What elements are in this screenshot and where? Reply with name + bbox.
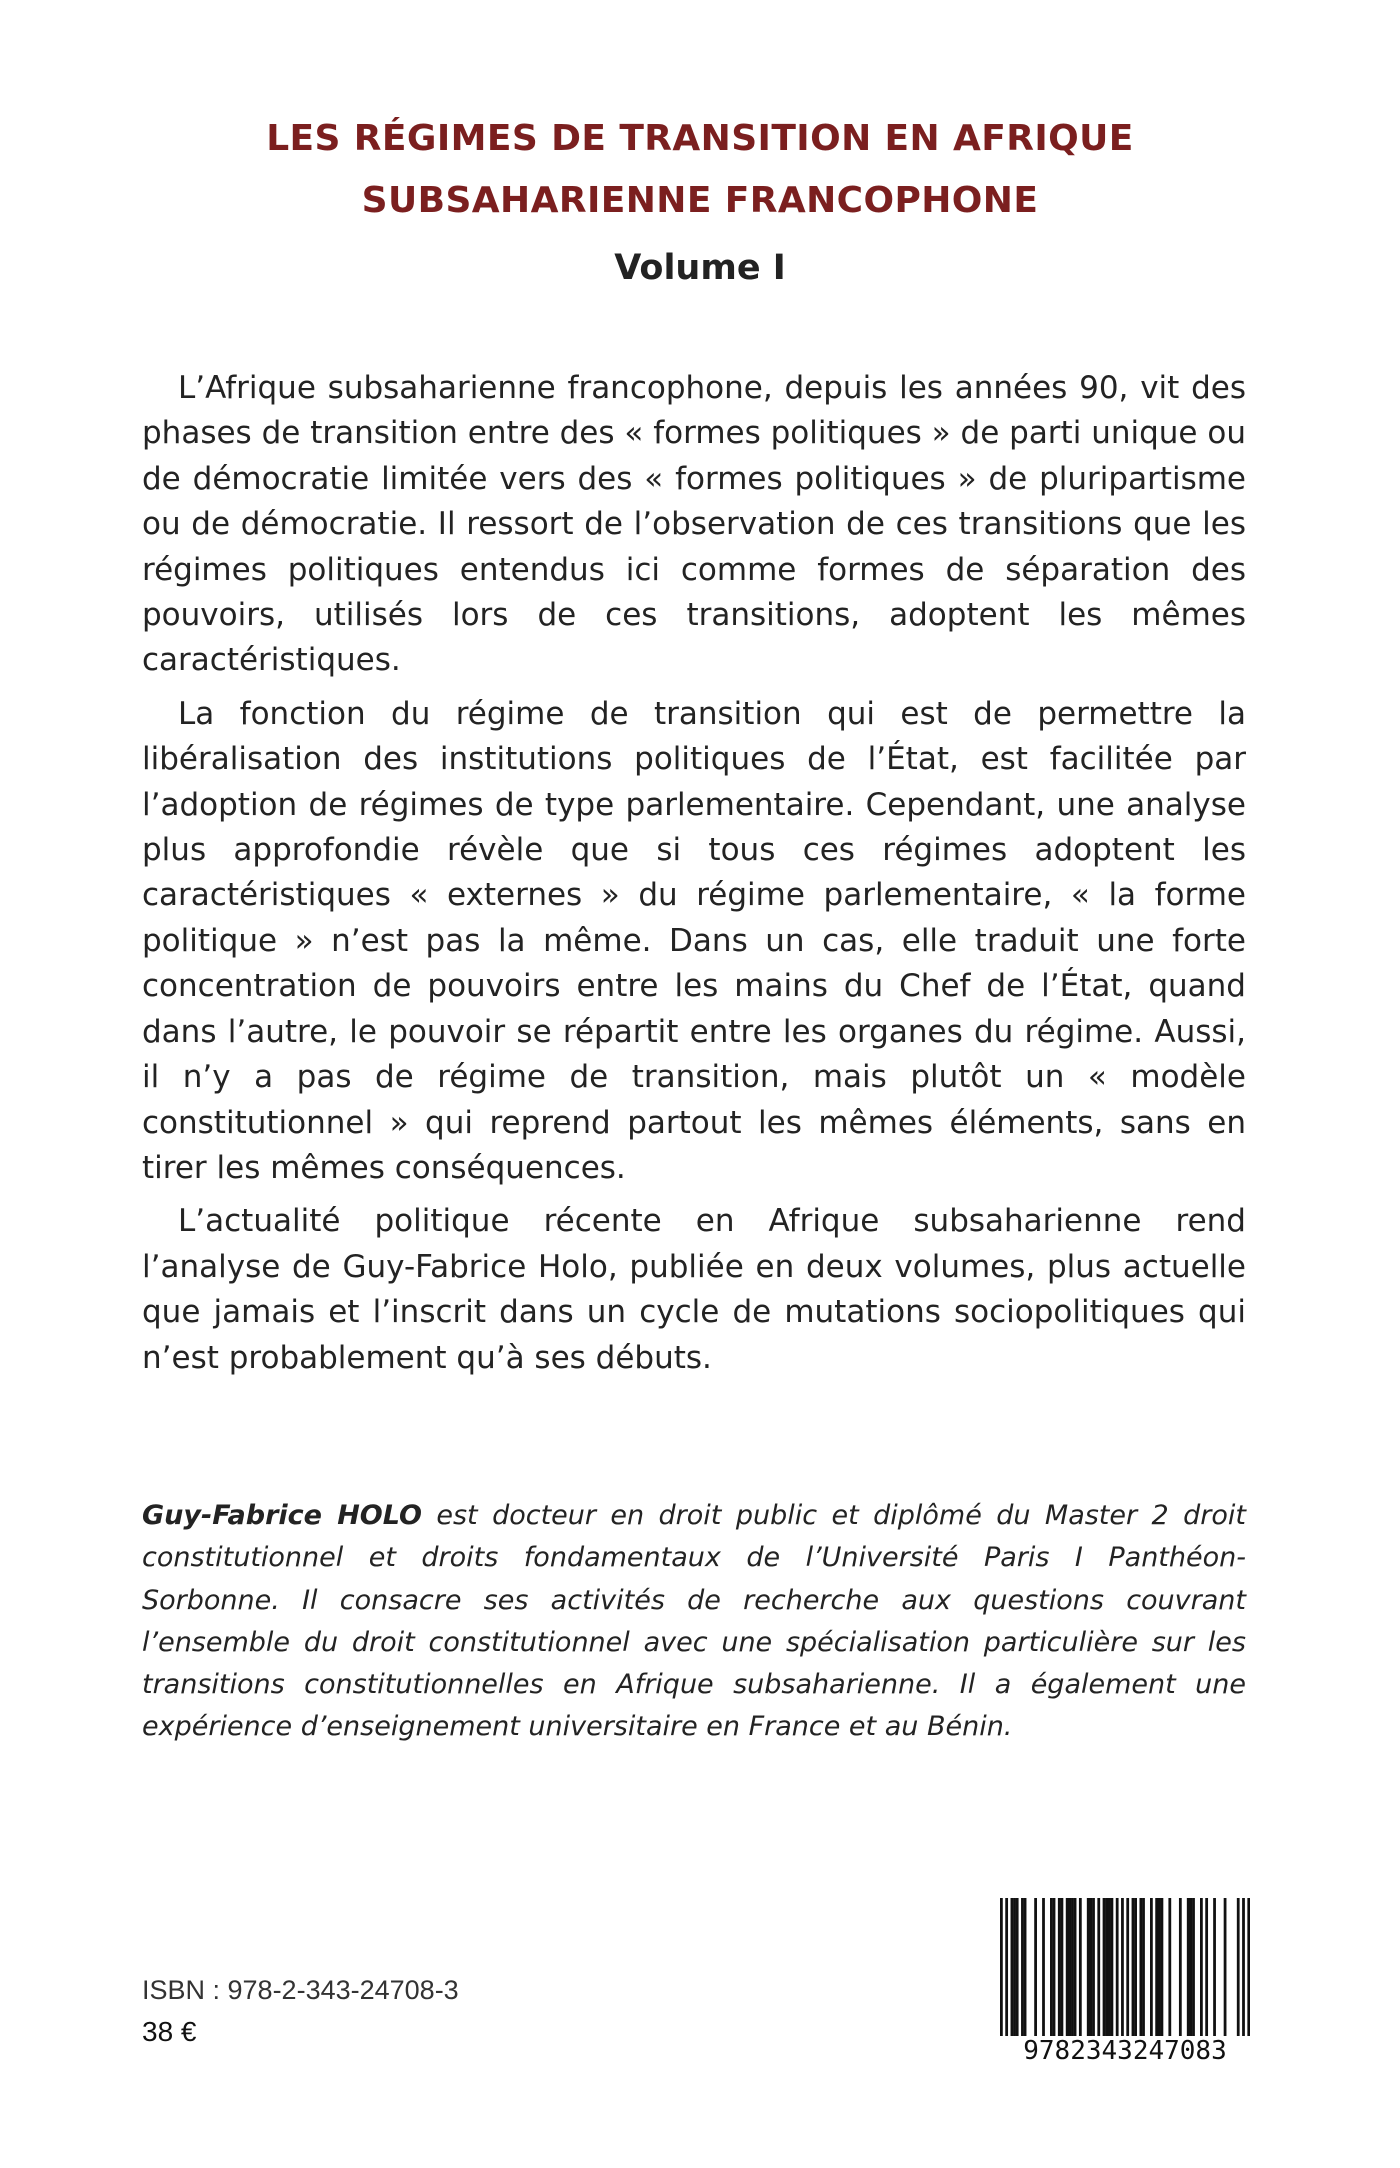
book-title xyxy=(140,108,1260,232)
barcode-digits: 9782343247083 xyxy=(1023,2036,1227,2066)
barcode-bar xyxy=(1134,1898,1137,2036)
barcode-bar xyxy=(1050,1898,1053,2036)
summary-paragraph-1: L’Afrique subsaharienne francophone, depuis les années 90, vit des phases de transition entre des « formes politiques » de parti unique ou de démocratie limitée vers des « formes politiques » de pluripartisme ou de démocratie. Il ressort de l’observation de ces transitions que les régimes politiques entendus ici comme formes de séparation des pouvoirs, utilisés lors de ces transitions, adoptent les mêmes caractéristiques. xyxy=(142,370,1246,679)
barcode-bar xyxy=(1187,1898,1190,2036)
barcode-bar xyxy=(1053,1898,1056,2036)
barcode xyxy=(1000,1898,1250,2070)
barcode-bar xyxy=(1179,1898,1182,2036)
barcode-bar xyxy=(1161,1898,1164,2036)
barcode-bar xyxy=(1189,1898,1192,2036)
barcode-bar xyxy=(1068,1898,1071,2036)
book-title-line-1: LES RÉGIMES DE TRANSITION EN AFRIQUE xyxy=(266,118,1134,159)
barcode-bar xyxy=(1139,1898,1142,2036)
barcode-bar xyxy=(1034,1898,1037,2036)
barcode-bar xyxy=(1097,1898,1100,2036)
author-bio-paragraph xyxy=(142,1495,1246,1749)
barcode-bars xyxy=(1000,1898,1250,2036)
barcode-bar xyxy=(1205,1898,1208,2036)
author-name: Guy-Fabrice HOLO xyxy=(142,1500,422,1531)
summary-paragraph-2: La fonction du régime de transition qui est de permettre la libéralisation des institutions politiques de l’État, est facilitée par l’adoption de régimes de type parlementaire. Cependant, une analyse plus approfondie révèle que si tous ces régimes adoptent les caractéristiques « externes » du régime parlementaire, « la forme politique » n’est pas la même. Dans un cas, elle traduit une forte concentration de pouvoirs entre les mains du Chef de l’État, quand dans l’autre, le pouvoir se répartit entre les organes du régime. Aussi, il n’y a pas de régime de transition, mais plutôt un « modèle constitutionnel » qui reprend partout les mêmes éléments, sans en tirer les mêmes conséquences. xyxy=(142,695,1246,1186)
barcode-bar xyxy=(1058,1898,1061,2036)
barcode-bar xyxy=(1105,1898,1108,2036)
barcode-bar xyxy=(1126,1898,1129,2036)
barcode-bar xyxy=(1066,1898,1069,2036)
barcode-bar xyxy=(1021,1898,1024,2036)
barcode-bar xyxy=(1087,1898,1090,2036)
barcode-bar xyxy=(1042,1898,1045,2036)
barcode-bar xyxy=(1242,1898,1245,2036)
barcode-bar xyxy=(1000,1898,1003,2036)
barcode-bar xyxy=(1079,1898,1082,2036)
barcode-bar xyxy=(1224,1898,1227,2036)
barcode-bar xyxy=(1158,1898,1161,2036)
author-bio xyxy=(142,1495,1246,1749)
barcode-bar xyxy=(1071,1898,1074,2036)
barcode-bar xyxy=(1237,1898,1240,2036)
book-title-line-2: SUBSAHARIENNE FRANCOPHONE xyxy=(361,180,1039,221)
barcode-bar xyxy=(1168,1898,1171,2036)
barcode-bar xyxy=(1108,1898,1111,2036)
barcode-bar xyxy=(1103,1898,1106,2036)
barcode-bar xyxy=(1155,1898,1158,2036)
author-bio-text: est docteur en droit public et diplômé du Master 2 droit constitutionnel et droits fondamentaux de l’Université Paris I Panthéon-Sorbonne. Il consacre ses activités de recherche aux questions couvrant l’ensemble du droit constitutionnel avec une spécialisation particulière sur les transitions constitutionnelles en Afrique subsaharienne. Il a également une expérience d’enseignement universitaire en France et au Bénin. xyxy=(142,1500,1246,1743)
barcode-bar xyxy=(1142,1898,1145,2036)
barcode-bar xyxy=(1132,1898,1135,2036)
summary-paragraph-3: L’actualité politique récente en Afrique subsaharienne rend l’analyse de Guy-Fabrice Holo, publiée en deux volumes, plus actuelle que jamais et l’inscrit dans un cycle de mutations sociopolitiques qui n’est probablement qu’à ses débuts. xyxy=(142,1203,1246,1376)
barcode-bar xyxy=(1192,1898,1195,2036)
barcode-bar xyxy=(1116,1898,1119,2036)
barcode-bar xyxy=(1061,1898,1064,2036)
barcode-bar xyxy=(1016,1898,1019,2036)
barcode-bar xyxy=(1024,1898,1027,2036)
barcode-bar xyxy=(1005,1898,1008,2036)
isbn-label: ISBN : 978-2-343-24708-3 xyxy=(142,1975,459,2005)
barcode-bar xyxy=(1200,1898,1203,2036)
barcode-bar xyxy=(1150,1898,1153,2036)
barcode-bar xyxy=(1247,1898,1250,2036)
barcode-bar xyxy=(1089,1898,1092,2036)
volume-label: Volume I xyxy=(614,248,786,288)
barcode-bar xyxy=(1074,1898,1077,2036)
summary-text xyxy=(142,366,1246,1389)
barcode-bar xyxy=(1213,1898,1216,2036)
barcode-bar xyxy=(1121,1898,1124,2036)
barcode-bar xyxy=(1092,1898,1095,2036)
barcode-bar xyxy=(1011,1898,1014,2036)
barcode-bar xyxy=(1013,1898,1016,2036)
price-label: 38 € xyxy=(142,2016,197,2047)
barcode-bar xyxy=(1111,1898,1114,2036)
